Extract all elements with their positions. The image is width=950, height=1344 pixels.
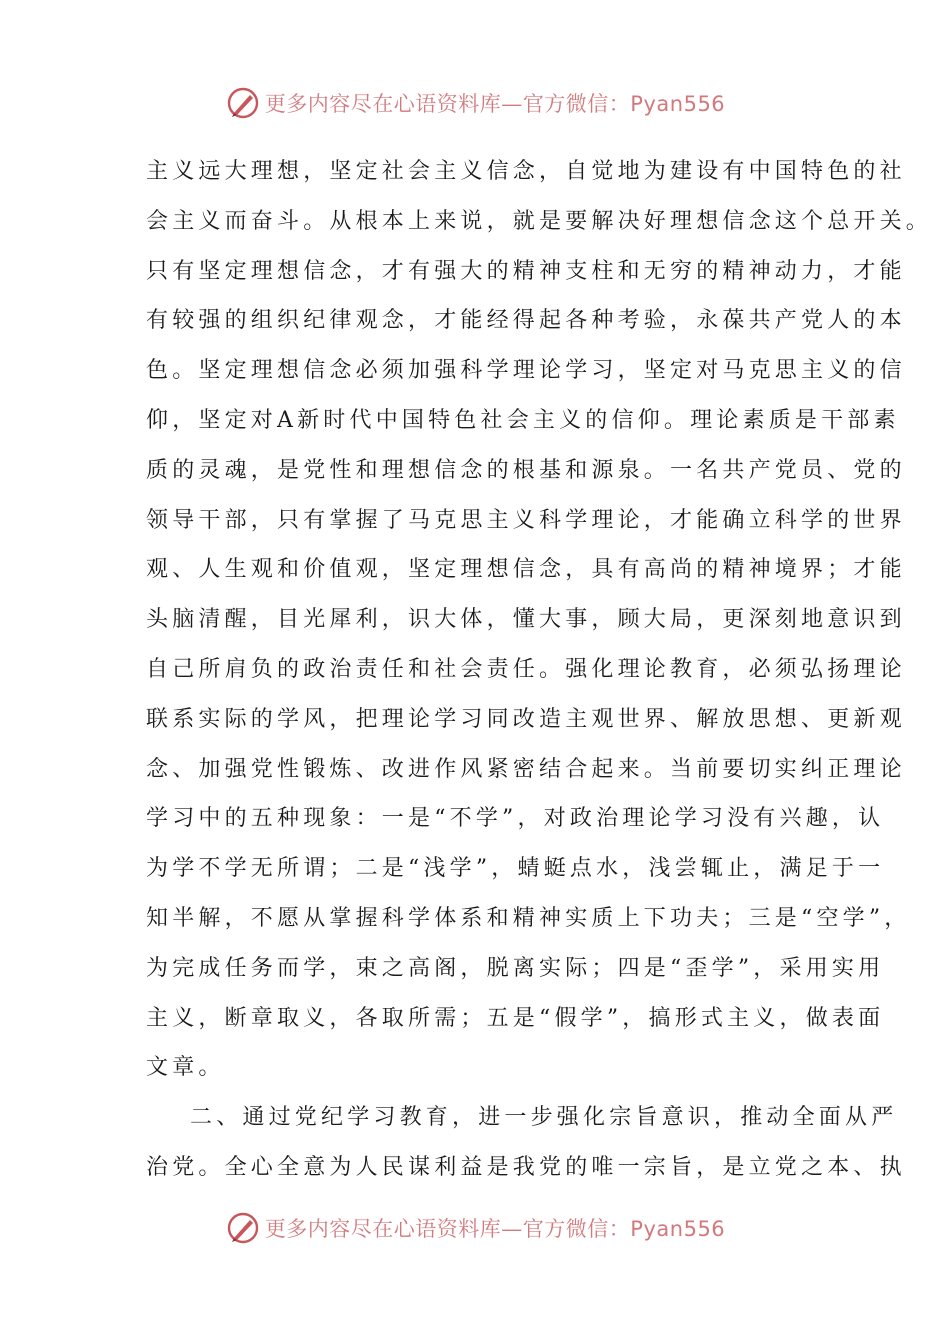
banner-site-text: 更多内容尽在心语资料库—	[264, 1217, 523, 1241]
document-body	[146, 150, 933, 1196]
text-line: 联系实际的学风，把理论学习同改造主观世界、解放思想、更新观	[146, 706, 906, 732]
banner-wechat-text: 官方微信：Pyan556	[522, 1217, 726, 1241]
text-line: 主义，断章取义，各取所需；五是“假学”，搞形式主义，做表面	[146, 1005, 885, 1031]
text-line: 治党。全心全意为人民谋利益是我党的唯一宗旨，是立党之本、执	[146, 1154, 906, 1180]
text-line: 文章。	[146, 1055, 225, 1081]
text-line: 观、人生观和价值观，坚定理想信念，具有高尚的精神境界；才能	[146, 557, 906, 583]
text-line: 为学不学无所谓；二是“浅学”，蜻蜓点水，浅尝辄止，满足于一	[146, 856, 885, 882]
text-line: 只有坚定理想信念，才有强大的精神支柱和无穷的精神动力，才能	[146, 258, 906, 284]
header-banner	[0, 83, 950, 123]
text-line: 会主义而奋斗。从根本上来说，就是要解决好理想信念这个总开关。	[146, 208, 933, 234]
text-line: 知半解，不愿从掌握科学体系和精神实质上下功夫；三是“空学”，	[146, 905, 911, 931]
text-line: 学习中的五种现象：一是“不学”，对政治理论学习没有兴趣，认	[146, 806, 885, 832]
banner-wechat-text: 官方微信：Pyan556	[522, 92, 726, 116]
text-line: 头脑清醒，目光犀利，识大体，懂大事，顾大局，更深刻地意识到	[146, 607, 906, 633]
text-line: 念、加强党性锻炼、改进作风紧密结合起来。当前要切实纠正理论	[146, 756, 906, 782]
pen-logo-icon	[225, 85, 261, 121]
text-line: 质的灵魂，是党性和理想信念的根基和源泉。一名共产党员、党的	[146, 457, 906, 483]
banner-site-text: 更多内容尽在心语资料库—	[264, 92, 523, 116]
footer-banner	[0, 1208, 950, 1248]
text-line: 自己所肩负的政治责任和社会责任。强化理论教育，必须弘扬理论	[146, 656, 906, 682]
text-line: 仰，坚定对A新时代中国特色社会主义的信仰。理论素质是干部素	[146, 407, 900, 433]
text-line: 有较强的组织纪律观念，才能经得起各种考验，永葆共产党人的本	[146, 308, 906, 334]
text-line: 领导干部，只有掌握了马克思主义科学理论，才能确立科学的世界	[146, 507, 906, 533]
text-line: 二、通过党纪学习教育，进一步强化宗旨意识，推动全面从严	[190, 1105, 898, 1131]
text-line: 色。坚定理想信念必须加强科学理论学习，坚定对马克思主义的信	[146, 358, 906, 384]
text-line: 为完成任务而学，束之高阁，脱离实际；四是“歪学”，采用实用	[146, 955, 885, 981]
text-line: 主义远大理想，坚定社会主义信念，自觉地为建设有中国特色的社	[146, 159, 906, 184]
pen-logo-icon	[225, 1210, 261, 1246]
